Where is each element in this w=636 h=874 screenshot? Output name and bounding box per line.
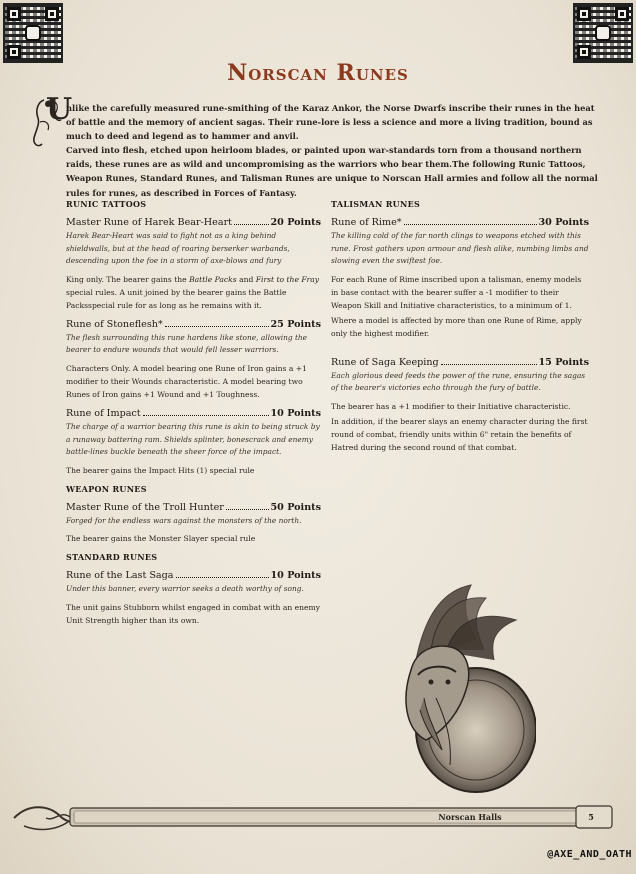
footer-ornament: [10, 796, 622, 836]
intro-paragraph-rest: Carved into flesh, etched upon heirloom blades, or painted upon war-standards torn from a thousand northern raids, these runes are as wild and uncompromising as the warriors who bear them.The following Runic Tattoos, Weapon Runes, Standard Runes, and Talisman Runes are unique to Norscan Hall armies and follow all the normal rules for runes, as described in Forces of Fantasy.: [66, 145, 598, 198]
rune-rules-text: King only. The bearer gains the Battle Packs and First to the Fray special rules. A unit joined by the bearer gains the Battle Packsspecial rule for as long as he remains with it.: [66, 274, 320, 310]
intro-paragraph-first: nlike the carefully measured rune-smithing of the Karaz Ankor, the Norse Dwarfs inscribe their runes in the heat of battle and the memory of ancient sagas. Their rune-lore is less a science and more a living tradition, bound as much to deed and legend as to hammer and anvil.: [66, 103, 595, 141]
rune-name: Rune of Impact: [66, 407, 141, 419]
social-handle: @AXE_AND_OATH: [547, 849, 632, 860]
rune-name: Rune of the Last Saga: [66, 570, 174, 582]
norse-warrior-illustration: [376, 580, 536, 800]
qr-code-left[interactable]: [3, 3, 63, 63]
rune-points: 25 Points: [270, 318, 321, 330]
leader-dots: [165, 326, 269, 327]
rune-flavor-text: The charge of a warrior bearing this rune is akin to being struck by a runaway battering ram. Shields splinter, bonescrack and enemy battle-lines buckle beneath the sheer force of the impact.: [66, 421, 320, 457]
rune-heading-impact: [66, 407, 321, 420]
rune-rules-text: Where a model is affected by more than one Rune of Rime, apply only the highest modifier.: [331, 315, 582, 338]
rune-points: 50 Points: [270, 501, 321, 513]
rune-heading-troll-hunter: [66, 501, 321, 514]
left-column: [66, 198, 321, 633]
leader-dots: [404, 224, 537, 225]
rune-heading-rime: [331, 216, 589, 229]
rune-flavor-text: Under this banner, every warrior seeks a death worthy of song.: [66, 584, 304, 594]
rune-heading-stoneflesh: [66, 318, 321, 331]
rune-points: 10 Points: [270, 407, 321, 419]
section-weapon-runes: WEAPON RUNES: [66, 483, 147, 494]
footer-section-name: Norscan Halls: [438, 812, 502, 822]
section-runic-tattoos: RUNIC TATTOOS: [66, 199, 147, 209]
rune-points: 20 Points: [270, 217, 321, 228]
rune-heading-saga-keeping: [331, 356, 589, 369]
rune-flavor-text: Each glorious deed feeds the power of the rune, ensuring the sagas of the bearer's victories echo through the fury of battle.: [331, 370, 586, 393]
leader-dots: [441, 364, 537, 365]
page-number: 5: [588, 812, 594, 822]
rune-rules-text: Characters Only. A model bearing one Rune of Iron gains a +1 modifier to their Wounds characteristic. A model bearing two Runes of Iron gains +1 Wound and +1 Toughness.: [66, 363, 307, 399]
rune-flavor-text: Harek Bear-Heart was said to fight not as a king behind shieldwalls, but at the head of roaring berserker warbands, descending upon the foe in a storm of axe-blows and fury: [66, 231, 290, 266]
rune-rules-text: The bearer gains the Impact Hits (1) special rule: [66, 465, 255, 475]
rune-points: 15 Points: [538, 356, 589, 368]
rune-points: 10 Points: [270, 570, 321, 582]
page-title: Norscan Runes: [227, 60, 409, 86]
rune-flavor-text: The flesh surrounding this rune hardens like stone, allowing the bearer to endure wounds that would fell lesser warriors.: [66, 332, 308, 355]
leader-dots: [226, 509, 269, 510]
rune-rules-text: The unit gains Stubborn whilst engaged in combat with an enemy Unit Strength higher than its own.: [66, 602, 321, 625]
leader-dots: [234, 224, 268, 225]
leader-dots: [143, 415, 269, 416]
rune-heading-harek: [66, 216, 321, 229]
rune-name: Rune of Saga Keeping: [331, 356, 439, 368]
rune-flavor-text: Forged for the endless wars against the monsters of the north.: [66, 515, 302, 525]
section-standard-runes: STANDARD RUNES: [66, 552, 158, 563]
rune-name: Master Rune of Harek Bear-Heart: [66, 217, 233, 228]
rune-name: Rune of Rime*: [331, 217, 402, 228]
rune-rules-text: In addition, if the bearer slays an enemy character during the first round of combat, friendly units within 6" retain the benefits of Hatred during the second round of that combat.: [331, 416, 588, 452]
leader-dots: [176, 577, 269, 578]
rune-points: 30 Points: [538, 217, 589, 228]
rune-rules-text: For each Rune of Rime inscribed upon a talisman, enemy models in base contact with the bearer suffer a -1 modifier to their Weapon Skill and Initiative characteristics, to a minimum of 1.: [331, 274, 582, 310]
rune-name: Rune of Stoneflesh*: [66, 318, 163, 330]
qr-code-right[interactable]: [573, 3, 633, 63]
rune-flavor-text: The killing cold of the far north clings to weapons etched with this rune. Frost gathers upon armour and flesh alike, numbing limbs and slowing even the swiftest foe.: [331, 231, 589, 266]
section-talisman-runes: TALISMAN RUNES: [331, 199, 421, 209]
rune-rules-text: The bearer has a +1 modifier to their Initiative characteristic.: [331, 401, 571, 411]
dropcap-letter: U: [46, 92, 73, 127]
rune-heading-last-saga: [66, 569, 321, 582]
right-column: [331, 198, 589, 460]
rune-rules-text: The bearer gains the Monster Slayer special rule: [66, 534, 256, 544]
rune-name: Master Rune of the Troll Hunter: [66, 501, 224, 513]
